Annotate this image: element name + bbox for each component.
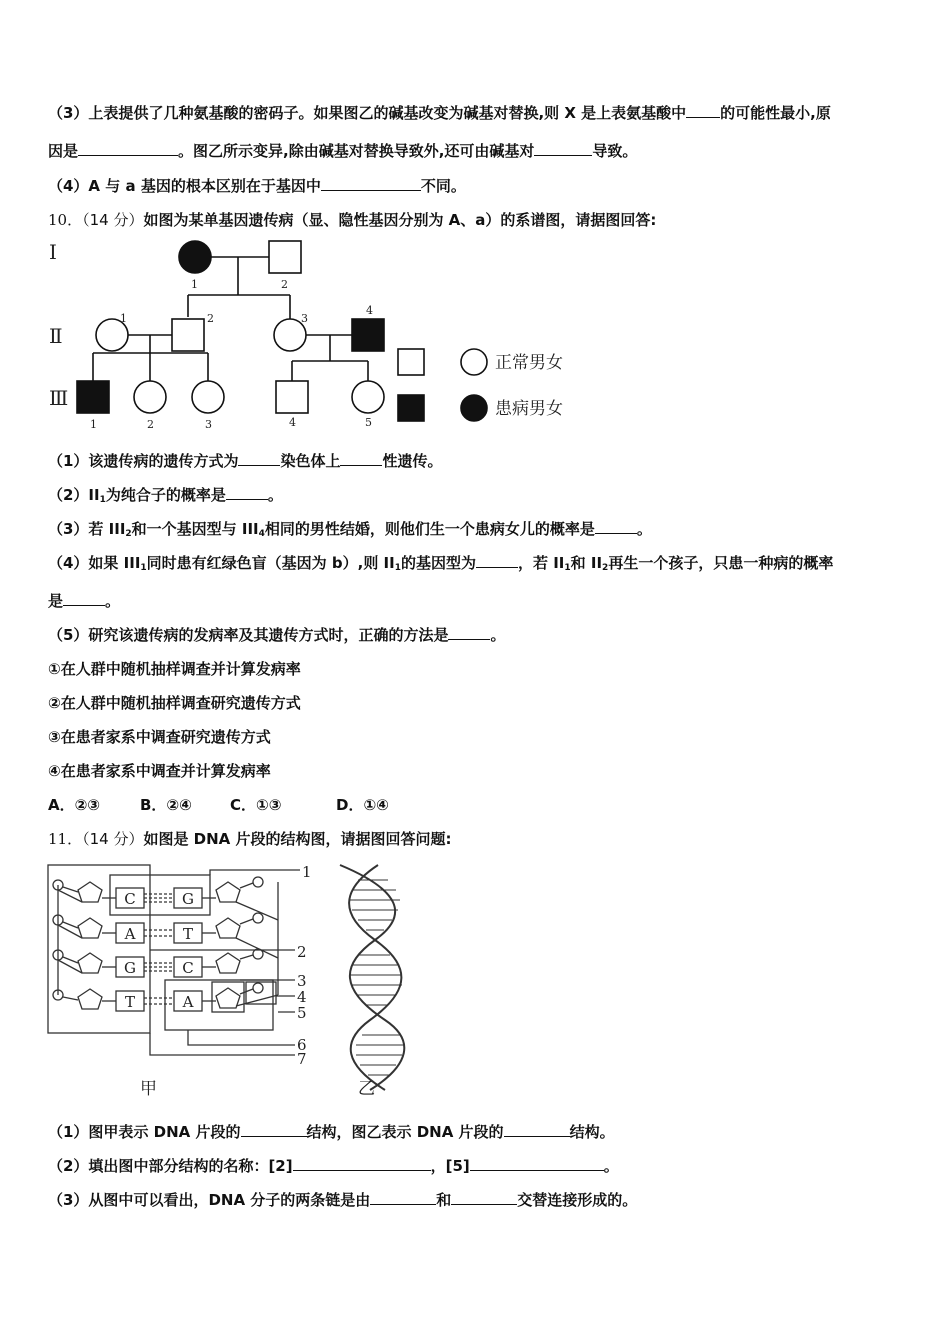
individual-number: 4 [289,416,296,429]
q10-option-1: ①在人群中随机抽样调查并计算发病率 [48,660,301,678]
choice-d[interactable]: D．①④ [336,796,389,814]
q10-option-2: ②在人群中随机抽样调查研究遗传方式 [48,694,301,712]
q9-part3-line1: （3）上表提供了几种氨基酸的密码子。如果图乙的碱基改变为碱基对替换,则 X 是上表氨基酸中 的可能性最小,原 [48,104,831,122]
callout-number: 7 [297,1050,307,1068]
answer-blank[interactable] [448,625,490,640]
callout-number: 1 [302,863,312,881]
answer-blank[interactable] [476,553,518,568]
q10-sub3: （3）若 $III_2$和一个基因型与 $III_4$相同的男性结婚，则他们生一个患病女儿的概率是 。 [48,520,652,539]
answer-blank[interactable] [470,1156,604,1171]
choice-b[interactable]: B．②④ [140,796,192,814]
individual-number: 3 [205,418,212,431]
base-label: T [182,925,194,943]
answer-blank[interactable] [451,1190,517,1205]
q10-sub4-line2: 是 。 [48,592,121,610]
q11-stem: 11．（14 分）如图是 DNA 片段的结构图，请据图回答问题: [48,830,452,848]
generation-label-1: Ⅰ [49,240,57,264]
gen3-male-1-affected [77,381,109,413]
legend-affected-male [398,395,424,421]
answer-blank[interactable] [226,485,268,500]
individual-number: 1 [120,312,127,325]
choice-c[interactable]: C．①③ [230,796,282,814]
gen3-female-5 [352,381,384,413]
question-points: （14 分） [82,211,144,229]
gen2-male-4-affected [352,319,384,351]
callout-number: 2 [297,943,307,961]
q10-sub1: （1）该遗传病的遗传方式为 染色体上 性遗传。 [48,452,443,470]
answer-blank[interactable] [321,176,421,191]
right-backbone [202,877,278,1008]
diagram-label-yi: 乙 [358,1079,375,1099]
base-label: G [124,959,136,977]
answer-blank[interactable] [63,591,105,606]
individual-number: 3 [301,312,308,325]
individual-number: 2 [207,312,214,325]
q11-sub1: （1）图甲表示 DNA 片段的 结构，图乙表示 DNA 片段的 结构。 [48,1123,615,1141]
choice-a[interactable]: A．②③ [48,796,101,814]
q9-part4-line: （4）A 与 a 基因的根本区别在于基因中 不同。 [48,177,466,195]
base-label: C [182,959,194,977]
legend-affected-label: 患病男女 [495,399,563,419]
individual-number: 5 [365,416,372,429]
legend-normal-male [398,349,424,375]
base-label: A [124,925,136,943]
individual-number: 2 [147,418,154,431]
answer-blank[interactable] [504,1122,570,1137]
question-number: 11． [48,830,83,848]
callout-number: 3 [297,972,307,990]
base-label: G [182,890,194,908]
gen1-female-affected [179,241,211,273]
legend-normal-female [461,349,487,375]
callout-number: 6 [297,1036,307,1054]
q10-sub4-line1: （4）如果 $III_1$同时患有红绿色盲（基因为 b）,则 $II_1$的基因型为 ，若 $II_1$和 $II_2$再生一个孩子，只患一种病的概率 [48,554,834,573]
base-label: C [124,890,136,908]
callout-number: 5 [297,1004,307,1022]
answer-blank[interactable] [340,451,382,466]
answer-blank[interactable] [595,519,637,534]
gen3-female-2 [134,381,166,413]
answer-blank[interactable] [238,451,280,466]
q10-sub5: （5）研究该遗传病的发病率及其遗传方式时，正确的方法是 。 [48,626,506,644]
legend-affected-female [461,395,487,421]
q10-choices [48,795,389,815]
gen3-female-3 [192,381,224,413]
individual-number: 1 [90,418,97,431]
q11-sub2: （2）填出图中部分结构的名称：[2] ，[5] 。 [48,1157,619,1175]
base-label: A [182,993,194,1011]
q9-part3-line2: 因是 。图乙所示变异,除由碱基对替换导致外,还可由碱基对 导致。 [48,142,638,160]
generation-label-2: Ⅱ [49,324,63,348]
gen3-male-4 [276,381,308,413]
diagram-label-jia: 甲 [140,1079,157,1099]
answer-blank[interactable] [78,141,178,156]
q10-option-3: ③在患者家系中调查研究遗传方式 [48,728,271,746]
answer-blank[interactable] [241,1122,307,1137]
answer-blank[interactable] [534,141,592,156]
individual-number: 2 [281,278,288,291]
pedigree-chart [40,235,600,435]
question-number: 10． [48,211,83,229]
q10-option-4: ④在患者家系中调查并计算发病率 [48,762,271,780]
legend-normal-label: 正常男女 [495,353,563,373]
q11-sub3: （3）从图中可以看出，DNA 分子的两条链是由 和 交替连接形成的。 [48,1191,638,1209]
gen1-male-normal [269,241,301,273]
callout-number: 4 [297,988,307,1006]
base-label: T [124,993,136,1011]
generation-label-3: Ⅲ [49,386,69,410]
question-points: （14 分） [82,830,144,848]
dna-structure-diagram [40,860,460,1110]
answer-blank[interactable] [370,1190,436,1205]
individual-number: 4 [366,304,373,317]
answer-blank[interactable] [686,103,720,118]
q10-stem: 10．（14 分）如图为某单基因遗传病（显、隐性基因分别为 A、a）的系谱图，请据图回答: [48,211,657,229]
q10-sub2: $(2)II_1$为纯合子的概率是 。 [48,486,283,505]
individual-number: 1 [191,278,198,291]
left-backbone [53,880,116,1009]
gen2-male-2 [172,319,204,351]
answer-blank[interactable] [293,1156,431,1171]
